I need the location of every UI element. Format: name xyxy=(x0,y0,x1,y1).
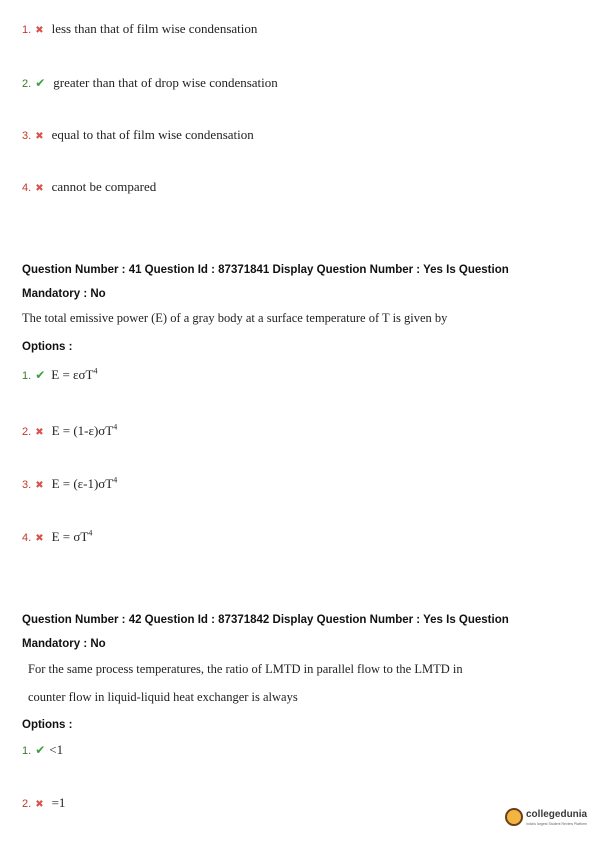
option-text: E = εσT$^4$ xyxy=(51,366,98,382)
option-text: less than that of film wise condensation xyxy=(51,21,258,36)
question-41-header-line1: Question Number : 41 Question Id : 87371841 Display Question Number : Yes Is Question xyxy=(22,264,509,276)
option-number: 3. xyxy=(22,130,32,142)
option-text: $E = \sigma T^4$ xyxy=(51,528,93,544)
option-text: equal to that of film wise condensation xyxy=(51,127,254,142)
option-number: 4. xyxy=(22,532,32,544)
option-number: 1. xyxy=(22,24,32,36)
question-41-text: The total emissive power (E) of a gray body at a surface temperature of T is given by xyxy=(22,311,448,325)
question-42-header-line1: Question Number : 42 Question Id : 87371842 Display Question Number : Yes Is Question xyxy=(22,614,509,626)
wrong-mark-icon: ✖ xyxy=(35,183,44,194)
correct-check-icon: ✔ xyxy=(35,743,46,757)
collegedunia-logo xyxy=(505,806,591,832)
option-number: 1. xyxy=(22,745,32,757)
question-42-header-line2: Mandatory : No xyxy=(22,638,106,650)
option-text: <1 xyxy=(49,742,64,757)
logo-mascot-icon xyxy=(505,808,523,826)
q41-option-2 xyxy=(22,422,117,440)
wrong-mark-icon: ✖ xyxy=(35,427,44,438)
logo-tagline: India's largest Student Review Platform xyxy=(526,822,587,826)
q41-option-1 xyxy=(22,366,97,384)
correct-check-icon: ✔ xyxy=(35,76,46,90)
question-41-options-label: Options : xyxy=(22,341,73,353)
option-number: 2. xyxy=(22,798,32,810)
option-text: $E = (\varepsilon-1)\sigma T^4$ xyxy=(51,475,118,491)
wrong-mark-icon: ✖ xyxy=(35,480,44,491)
logo-name: collegedunia xyxy=(526,809,588,820)
q41-option-4 xyxy=(22,528,92,546)
option-number: 3. xyxy=(22,479,32,491)
wrong-mark-icon: ✖ xyxy=(35,533,44,544)
question-41-header-line2: Mandatory : No xyxy=(22,288,106,300)
q41-option-3 xyxy=(22,475,117,493)
prev-option-3 xyxy=(22,126,254,144)
option-number: 1. xyxy=(22,370,32,382)
option-text: $E = (1-\varepsilon)\sigma T^4$ xyxy=(51,422,118,438)
option-text: =1 xyxy=(51,795,66,810)
q42-option-2 xyxy=(22,794,65,812)
question-42-text-line2: counter flow in liquid-liquid heat exchanger is always xyxy=(28,690,298,704)
question-42-options-label: Options : xyxy=(22,719,73,731)
option-text: greater than that of drop wise condensation xyxy=(53,75,278,90)
q42-option-1 xyxy=(22,741,63,759)
prev-option-2 xyxy=(22,74,278,92)
question-42-text-line1: For the same process temperatures, the ratio of LMTD in parallel flow to the LMTD in xyxy=(28,662,463,676)
prev-option-1 xyxy=(22,20,257,38)
option-number: 2. xyxy=(22,78,32,90)
wrong-mark-icon: ✖ xyxy=(35,25,44,36)
correct-check-icon: ✔ xyxy=(35,368,46,382)
option-text: cannot be compared xyxy=(51,179,157,194)
wrong-mark-icon: ✖ xyxy=(35,799,44,810)
option-number: 4. xyxy=(22,182,32,194)
wrong-mark-icon: ✖ xyxy=(35,131,44,142)
prev-option-4 xyxy=(22,178,156,196)
option-number: 2. xyxy=(22,426,32,438)
